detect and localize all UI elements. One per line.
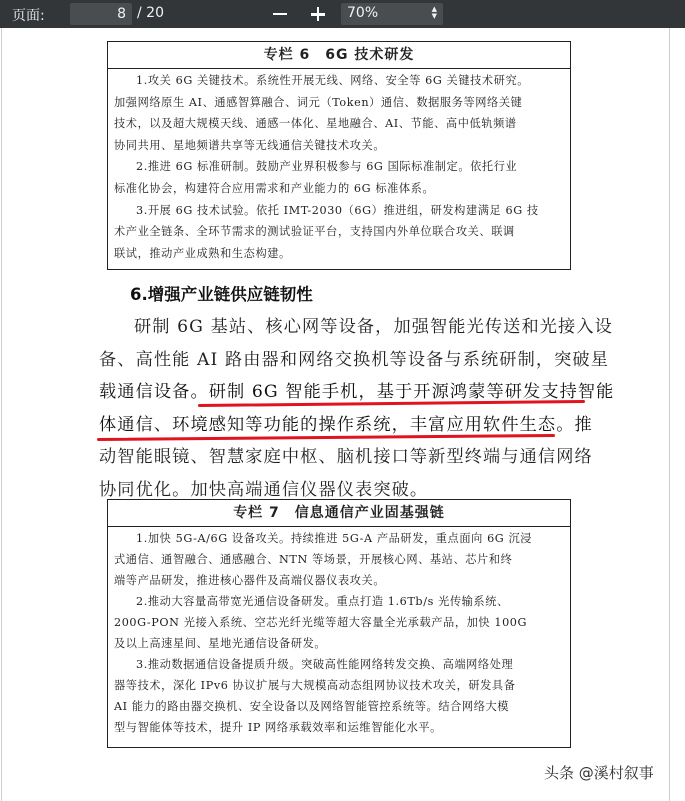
box6-line: 加强网络原生 AI、通感智算融合、词元（Token）通信、数据服务等网络关键 [114,95,523,109]
box7-line: 2.推动大容量高带宽光通信设备研发。重点打造 1.6Tb/s 光传输系统、 [136,595,509,608]
box7-line: 型与智能体等技术，提升 IP 网络承载效率和运维智能化水平。 [114,721,442,734]
box7-line: 及以上高速星间、星地光通信设备研发。 [114,637,327,650]
box6-line: 标准化协会，构建符合应用需求和产业能力的 6G 标准体系。 [114,181,435,195]
watermark [544,762,654,783]
box7-line: 端等产品研发，推进核心器件及高端仪器仪表攻关。 [114,574,386,587]
body-line-highlighted: 载通信设备。研制 6G 智能手机，基于开源鸿蒙等研发支持智能 [99,382,615,402]
minus-icon [273,13,287,16]
box7-line: 1.加快 5G-A/6G 设备攻关。持续推进 5G-A 产品研发，重点面向 6G 沉浸 [136,532,533,545]
body-line-highlighted: 体通信、环境感知等功能的操作系统，丰富应用软件生态。推 [99,414,593,435]
box6-line: 协同共用、星地频谱共享等无线通信关键技术攻关。 [114,138,386,152]
box7-line: AI 能力的路由器交换机、安全设备以及网络智能管控系统等。结合网络大模 [114,700,510,713]
document-page [0,28,685,801]
box6-line: 3.开展 6G 技术试验。依托 IMT-2030（6G）推进组，研发构建满足 6G 技 [136,203,539,217]
page-total: / 20 [137,5,164,21]
body-line: 协同优化。加快高端通信仪器仪表突破。 [99,479,429,500]
box6-line: 联试，推动产业成熟和生态构建。 [114,246,291,260]
body-line: 研制 6G 基站、核心网等设备，加强智能光传送和光接入设 [134,317,613,337]
body-line: 备、高性能 AI 路由器和网络交换机等设备与系统研制，突破星 [99,349,610,370]
watermark-text: 头条 @溪村叙事 [544,764,654,782]
box6-line: 术产业全链条、全环节需求的测试验证平台，支持国内外单位联合攻关、联调 [114,225,515,239]
updown-arrows-icon: ▲ ▼ [431,5,437,20]
box6-line: 技术，以及超大规模天线、通感一体化、星地融合、AI、节能、高中低轨频谱 [114,117,517,131]
box6-line: 2.推进 6G 标准研制。鼓励产业界积极参与 6G 国际标准制定。依托行业 [136,160,518,174]
column-box-7-title: 专栏 7 信息通信产业固基强链 [108,500,570,527]
column-box-7 [107,499,571,748]
column-box-6 [107,41,571,270]
pdf-toolbar [0,0,685,28]
section-heading: 6.增强产业链供应链韧性 [130,285,313,304]
box7-line: 200G-PON 光接入系统、空芯光纤光缆等超大容量全光承载产品，加快 100G [114,616,528,629]
box7-line: 器等技术，深化 IPv6 协议扩展与大规模高动态组网协议技术攻关，研发具备 [114,679,516,692]
zoom-value: 70% [347,5,379,21]
page-number-input[interactable] [70,3,132,25]
page-label: 页面: [12,8,45,24]
box6-line: 1.攻关 6G 关键技术。系统性开展无线、网络、安全等 6G 关键技术研究。 [136,74,530,87]
column-box-6-title: 专栏 6 6G 技术研发 [108,42,570,69]
zoom-in-button[interactable] [306,2,330,26]
box7-line: 式通信、通智融合、通感融合、NTN 等场景，开展核心网、基站、芯片和终 [114,553,513,566]
box7-line: 3.推动数据通信设备提质升级。突破高性能网络转发交换、高端网络处理 [136,658,514,671]
zoom-out-button[interactable] [268,2,292,26]
body-line: 动智能眼镜、智慧家庭中枢、脑机接口等新型终端与通信网络 [99,447,593,467]
section-body [99,311,615,506]
zoom-select[interactable] [341,3,443,25]
